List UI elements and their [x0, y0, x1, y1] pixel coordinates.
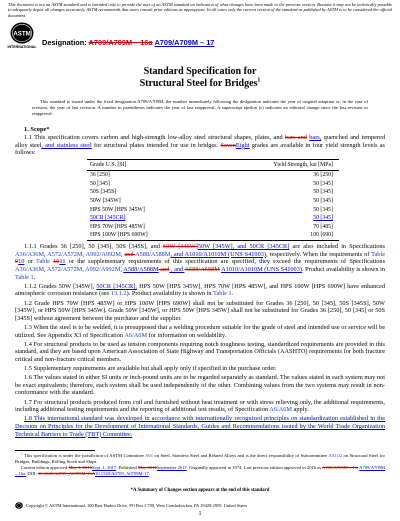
text-run: 1.5 Supplementary requirements are available but shall apply only if specified in the purchase order.: [24, 365, 277, 373]
section-1-7: [15, 399, 385, 414]
reference-link[interactable]: A6/A6M: [124, 331, 148, 339]
reference-link[interactable]: 13.1.2: [110, 290, 127, 298]
grade-cell: HPS 100W [HPS 690W]: [87, 231, 208, 240]
footnotes: [15, 453, 385, 477]
copyright-line: [15, 502, 247, 509]
footnote-divider: [15, 450, 95, 451]
text-run: are also included in Specifications: [289, 243, 385, 251]
deleted-text: May 1, 2016: [68, 465, 92, 471]
table-row: [87, 170, 339, 179]
footnote-1-text: [15, 453, 385, 464]
grade-cell: 50CR [345CR]: [90, 215, 126, 222]
table-row: [87, 188, 339, 197]
table-row: [87, 180, 339, 189]
astm-logo: [6, 22, 38, 49]
deleted-text: and: [124, 250, 136, 258]
reference-link[interactable]: Table 1: [15, 273, 34, 281]
text-run: ,: [44, 250, 48, 258]
deleted-text: and: [158, 266, 170, 273]
yield-strength-cell: 50 [345]: [313, 189, 333, 196]
reference-link[interactable]: Table: [371, 250, 385, 258]
section-1-2: [15, 300, 385, 323]
text-run: 1.4 For structural products to be used as tension components requiring notch toughness testing, standardized requirements are provided in this standard, and they are based upon American Association of State Highway and Transportation Officials (AASHTO) requirements for both fracture critical and non-fracture critical members.: [15, 340, 385, 363]
section-1-5: [15, 365, 385, 373]
section-1-6: [15, 374, 385, 397]
scope-heading: 1. Scope*: [24, 126, 50, 133]
deleted-text: 50W [345W]: [163, 243, 198, 251]
inserted-text: 10: [18, 258, 25, 266]
text-run: ,: [82, 250, 86, 258]
deleted-text: A709/A709M – 16.: [322, 465, 359, 471]
text-run: Current edition approved: [21, 465, 69, 471]
inserted-text: 11: [59, 258, 66, 266]
reference-link[interactable]: A6/A6M: [269, 406, 293, 414]
grade-cell: 50W [345W]: [90, 198, 121, 205]
reference-link[interactable]: A572/A572M: [46, 266, 83, 273]
astm-small-logo-icon: [15, 502, 23, 509]
reference-link[interactable]: A36/A36M: [15, 266, 45, 273]
deleted-text: bars and: [284, 134, 307, 142]
footnote-edition-text: [15, 465, 385, 476]
reference-link[interactable]: A01: [145, 453, 153, 458]
text-run: 1.1.1 Grades 36 [250], 50 [345], 50S [345S], and: [24, 243, 163, 251]
inserted-text: Sept. 1, 2017: [91, 465, 117, 471]
inserted-text: bars,: [309, 134, 322, 142]
text-run: for structural plates intended for use in bridges.: [91, 141, 221, 149]
grade-table-head: [87, 159, 339, 170]
inserted-text: A709/A709M – 16a.: [15, 465, 385, 476]
inserted-text: 10.1520/A0709_A0709M-17: [95, 470, 149, 476]
text-run: .: [231, 290, 234, 298]
text-run: 1.3 When the steel is to be welded, it is presupposed that a welding procedure suitable for the grade of steel and intended use or service will be utilized. See Appendix X3 of Specification: [15, 323, 385, 339]
footnote-mark: 1: [21, 451, 23, 456]
table-row: [87, 231, 339, 240]
reference-link[interactable]: A992/A992M: [85, 250, 121, 258]
text-run: on Steel, Stainless Steel and Related Alloys and is the direct responsibility of Subcommittee: [153, 453, 329, 458]
text-run: ). Product availability is shown in: [126, 290, 214, 298]
table-row: [87, 223, 339, 232]
logo-caption: INTERNATIONAL: [7, 45, 37, 49]
text-run: ,: [44, 266, 47, 273]
grade-cell: HPS 70W [HPS 485W]: [90, 223, 145, 230]
inserted-text: , and: [170, 250, 185, 258]
text-run: HPS 50W [HPS 345W], HPS 70W [HPS 485W], and HPS 100W [HPS 690W] have enhanced atmospheric corrosion resistance (see: [15, 282, 385, 298]
yield-strength-header: Yield Strength, ksi [MPa]: [208, 159, 339, 170]
yield-strength-cell: 70 [485]: [313, 223, 333, 230]
text-run: for information on weldability.: [147, 331, 227, 339]
reference-link[interactable]: A36/A36M: [15, 250, 45, 258]
title-footnote-mark[interactable]: 1: [257, 77, 261, 84]
inserted-text: A1010/A1010M (UNS S41003): [221, 266, 302, 273]
reference-link[interactable]: Table: [36, 258, 54, 266]
grade-table-body: [87, 170, 339, 240]
designation-label: Designation:: [42, 38, 87, 47]
text-run: 1.2 Grade HPS 70W [HPS 485W] or HPS 100W [HPS 690W] shall not be substituted for Grades 36 [250], 50 [345], 50S [345S], 50W [345W], or HPS 50W [HPS 345W]. Grade 50W [345W], or HPS 50W [HPS 345W] shall not be substituted for Grades 36 [250], 50 [345] or 50S [345S] without agreement between the purchaser and the supplier.: [15, 299, 385, 322]
redline-notice: This document is not an ASTM standard and is intended only to provide the user of an ASTM standard an indication of what changes have been made to the previous version. Because it may not be technically possible to adequately depict all changes accurately, ASTM recommends that users consult prior editions as appropriate. In all cases only the current version of the standard as published by ASTM is to be considered the official document.: [8, 2, 392, 18]
previous-designation: A709/A709M – 16a: [88, 38, 153, 47]
deleted-text: A588/A588M: [184, 266, 220, 273]
text-run: . Product availability is shown in: [301, 266, 385, 273]
reference-link[interactable]: Table 1: [213, 290, 232, 298]
title-line-2-text: Structural Steel for Bridges: [139, 78, 258, 89]
table-header-row: [87, 159, 339, 170]
deleted-text: 10.1520/A0709_A0709M-16A: [37, 470, 96, 476]
section-1-8: [15, 415, 385, 438]
text-run: 1.6 The values stated in either SI units or inch-pound units are to be regarded separately as standard. The values stated in each system may not be exact equivalents; therefore, each system shall be used independently of the other. Combining values from the two systems may result in non-conformance with the standard.: [15, 374, 385, 397]
yield-strength-cell: 100 [690]: [208, 231, 339, 240]
astm-logo-icon: [10, 22, 34, 44]
text-run: .: [33, 273, 36, 281]
section-1-1-2: [15, 283, 385, 298]
text-run: This specification is under the jurisdiction of ASTM Committee: [22, 453, 146, 458]
inserted-text: Eight: [235, 141, 250, 149]
yield-strength-cell: 50 [345]: [313, 206, 333, 213]
text-run: 1.1 This specification covers carbon and high-strength low-alloy steel structural shapes, plates, and: [24, 134, 285, 142]
inserted-text: A588/A588M: [123, 266, 159, 273]
inserted-text: , and stainless steel: [41, 141, 92, 149]
text-run: , respectively. When the requirements of: [265, 250, 372, 258]
grade-cell: 36 [250]: [90, 172, 110, 179]
text-run: 1.1.2 Grades 50W [345W],: [24, 282, 97, 290]
text-run: or: [24, 258, 37, 266]
yield-strength-cell: 50 [345]: [313, 198, 333, 205]
section-1-1-1: [15, 243, 385, 281]
page-title: [0, 66, 400, 90]
reference-link[interactable]: A572/A572M: [47, 250, 83, 258]
grade-header: Grade U.S. [SI]: [87, 159, 208, 170]
section-1-1: [15, 134, 385, 157]
inserted-text: 50W [345W], and 50CR [345CR]: [197, 243, 290, 251]
text-run: quenched and tempered alloy steel: [15, 134, 385, 149]
text-run: 1.7 For structural products produced from coil and furnished without heat treatment or with stress relieving only, the additional requirements, including additional testing requirements and the reporting of additional test results, of Specification: [15, 398, 385, 414]
summary-of-changes-note: *A Summary of Changes section appears at the end of this standard: [130, 488, 270, 493]
footnote-edition: [15, 465, 385, 477]
text-run: on Structural Steel for Bridges, Buildings, Rolling Stock and Ships.: [15, 453, 385, 464]
yield-strength-cell: 50 [345]: [313, 215, 333, 222]
reference-link[interactable]: A01.02: [328, 453, 343, 458]
text-run: ,: [82, 266, 86, 273]
reference-link[interactable]: A992/A992M: [85, 266, 121, 273]
logo-mark: ASTM: [13, 30, 31, 38]
table-row: [87, 214, 339, 223]
text-run: ,: [120, 266, 124, 273]
text-run: . Originally approved in 1974. Last previous edition approved in 2016 as: [186, 465, 323, 471]
inserted-text: A1010/A1010M (UNS S41003): [184, 250, 266, 258]
inserted-text: 50CR [345CR],: [96, 282, 137, 290]
grade-cell: 50S [345S]: [90, 189, 117, 196]
grade-cell: 50 [345]: [90, 180, 110, 187]
current-designation: A709/A709M – 17: [154, 38, 215, 47]
table-row: [87, 205, 339, 214]
scope-section: [15, 126, 385, 440]
deleted-text: May 2016: [137, 465, 157, 471]
deleted-text: 9: [15, 258, 19, 266]
text-run: ,: [120, 250, 125, 258]
title-line-1: Standard Specification for: [143, 66, 257, 77]
section-1-4: [15, 341, 385, 364]
footnote-1: [15, 453, 385, 465]
inserted-text: , and: [169, 266, 185, 273]
issued-note: This standard is issued under the fixed designation A709/A709M; the number immediately following the designation indicates the year of original adoption or, in the case of revision, the year of last revision. A number in parentheses indicates the year of last reapproval. A superscript epsilon (ε) indicates an editorial change since the last revision or reapproval.: [32, 99, 368, 116]
designation: [42, 38, 214, 47]
deleted-text: Seven: [220, 141, 236, 149]
grade-table: [87, 159, 339, 241]
yield-strength-cell: 50 [345]: [313, 180, 333, 187]
text-run: apply.: [292, 406, 309, 414]
inserted-text: 1.8 This international standard was developed in accordance with internationally recognized principles on standardization established in the Decision on Principles for the Development of International Standards, Guides and Recommendations issued by the World Trade Organization Technical Barriers to Trade (TBT) Committee.: [15, 415, 385, 438]
title-line-2: [0, 78, 400, 90]
table-row: [87, 197, 339, 206]
reference-link[interactable]: A588/A588M: [135, 250, 171, 258]
deleted-text: 10: [53, 258, 60, 266]
text-run: . Published: [116, 465, 138, 471]
inserted-text: September 2017: [156, 465, 187, 471]
grade-cell: HPS 50W [HPS 345W]: [90, 206, 145, 213]
text-run: grades are available in four yield strength levels as follows:: [15, 141, 385, 157]
copyright-text: Copyright © ASTM International, 100 Barr Harbor Drive, PO Box C700, West Conshohocken, PA 19428-2959. United States: [26, 503, 248, 508]
text-run: or the supplementary requirements of this specification are specified, they exceed the requirements of Specifications: [65, 258, 386, 266]
section-1-3: [15, 324, 385, 339]
page-number: 1: [198, 511, 202, 517]
text-run: .: [148, 470, 150, 476]
yield-strength-cell: 36 [250]: [313, 172, 333, 179]
text-run: DOI:: [26, 470, 38, 476]
